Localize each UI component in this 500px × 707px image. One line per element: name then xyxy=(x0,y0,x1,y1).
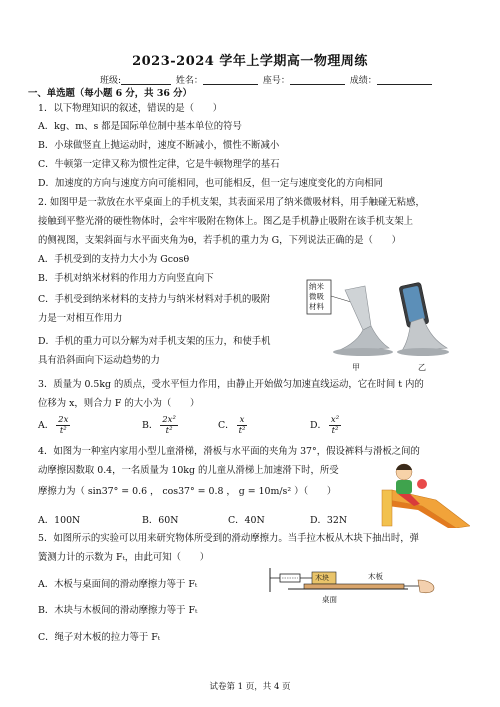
class-blank[interactable] xyxy=(121,74,171,85)
score-label: 成绩： xyxy=(349,76,377,86)
child-slide-figure xyxy=(378,460,470,528)
q2-option-c-line2: 力是一对相互作用力 xyxy=(38,313,123,324)
q4-option-d: D．32N xyxy=(310,515,348,526)
q4-option-c: C．40N xyxy=(228,515,265,526)
figure-jia-label: 甲 xyxy=(352,363,360,372)
q1-option-c: C．牛顿第一定律又称为惯性定律，它是牛顿物理学的基石 xyxy=(38,159,280,170)
student-info-row xyxy=(100,73,434,86)
q2-option-a: A．手机受到的支持力大小为 Gcosθ xyxy=(38,254,190,265)
q4-option-b: B．60N xyxy=(142,515,179,526)
section-title: 一、单选题（每小题 6 分，共 36 分） xyxy=(28,88,192,99)
friction-experiment-figure xyxy=(268,566,438,608)
q4-stem-line2: 动摩擦因数取 0.4，一名质量为 10kg 的儿童从滑梯上加速滑下时，所受 xyxy=(38,465,339,476)
phone-stand-figure xyxy=(305,278,465,360)
q4-stem-line3: 摩擦力为（ sin37° = 0.6 ， cos37° = 0.8 ， g = 10m/s² ）（ ） xyxy=(38,486,337,497)
q2-option-b: B．手机对纳米材料的作用力方向竖直向下 xyxy=(38,273,214,284)
q3-option-b: B． $\frac{\text{2x²}}{\text{t²}}$ xyxy=(142,415,176,436)
q5-option-b: B．木块与木板间的滑动摩擦力等于 Fₜ xyxy=(38,605,198,616)
page-title: 2023-2024 学年上学期高一物理周练 xyxy=(132,54,368,69)
q3-option-d: D． $\frac{\text{x²}}{\text{t²}}$ xyxy=(310,415,340,436)
q5-stem-line2: 簧测力计的示数为 Fₜ，由此可知（ ） xyxy=(38,552,210,563)
q2-stem-line3: 的侧视图，支架斜面与水平面夹角为θ，若手机的重力为 G，下列说法正确的是（ ） xyxy=(38,235,401,246)
name-label: 姓名： xyxy=(175,76,203,86)
page-footer: 试卷第 1 页，共 4 页 xyxy=(209,682,291,692)
q2-stem-line1: 2. 如图甲是一款放在水平桌面上的手机支架，其表面采用了纳米微吸材料，用手触碰无粘感， xyxy=(38,197,425,208)
nano-label-3: 材料 xyxy=(309,302,324,311)
table-surface-label: 桌面 xyxy=(322,595,337,604)
q5-option-c: C．绳子对木板的拉力等于 Fₜ xyxy=(38,632,161,643)
q1-stem: 1．以下物理知识的叙述，错误的是（ ） xyxy=(38,103,223,114)
q2-stem-line2: 接触到平整光滑的硬性物体时，会牢牢吸附在物体上。图乙是手机静止吸附在该手机支架上 xyxy=(38,216,414,227)
seat-blank[interactable] xyxy=(290,74,345,85)
q5-option-a: A．木板与桌面间的滑动摩擦力等于 Fₜ xyxy=(38,579,198,590)
q3-stem-line2: 位移为 x，则合力 F 的大小为（ ） xyxy=(38,398,200,409)
q4-stem-line1: 4．如图为一种室内家用小型儿童滑梯，滑板与水平面的夹角为 37°，假设裤料与滑板之间的 xyxy=(38,446,420,457)
q1-option-b: B．小球做竖直上抛运动时，速度不断减小，惯性不断减小 xyxy=(38,140,280,151)
nano-label-2: 微吸 xyxy=(309,292,324,301)
q1-option-a: A．kg、m、s 都是国际单位制中基本单位的符号 xyxy=(38,121,242,132)
seat-label: 座号： xyxy=(262,76,290,86)
q4-option-a: A．100N xyxy=(38,515,81,526)
q2-option-c-line1: C．手机受到纳米材料的支持力与纳米材料对手机的吸附 xyxy=(38,294,271,305)
board-label: 木板 xyxy=(368,572,383,581)
score-blank[interactable] xyxy=(377,74,432,85)
q3-option-c: C． $\frac{x}{\text{t²}}$ xyxy=(218,415,246,436)
q5-stem-line1: 5．如图所示的实验可以用来研究物体所受到的滑动摩擦力。当手拉木板从木块下抽出时，弹 xyxy=(38,533,419,544)
class-label: 班级: xyxy=(100,76,122,86)
q3-option-a: A． $\frac{2x}{\text{t²}}$ xyxy=(38,415,69,436)
q3-stem-line1: 3．质量为 0.5kg 的质点，受水平恒力作用，由静止开始做匀加速直线运动，它在时间 t 内的 xyxy=(38,379,424,390)
q1-option-d: D．加速度的方向与速度方向可能相同，也可能相反，但一定与速度变化的方向相同 xyxy=(38,178,384,189)
name-blank[interactable] xyxy=(203,74,258,85)
nano-label-1: 纳米 xyxy=(309,282,324,291)
q2-option-d-line1: D．手机的重力可以分解为对手机支架的压力，和使手机 xyxy=(38,336,271,347)
block-label: 木块 xyxy=(315,574,329,582)
figure-yi-label: 乙 xyxy=(418,363,426,372)
q2-option-d-line2: 具有沿斜面向下运动趋势的力 xyxy=(38,355,160,366)
